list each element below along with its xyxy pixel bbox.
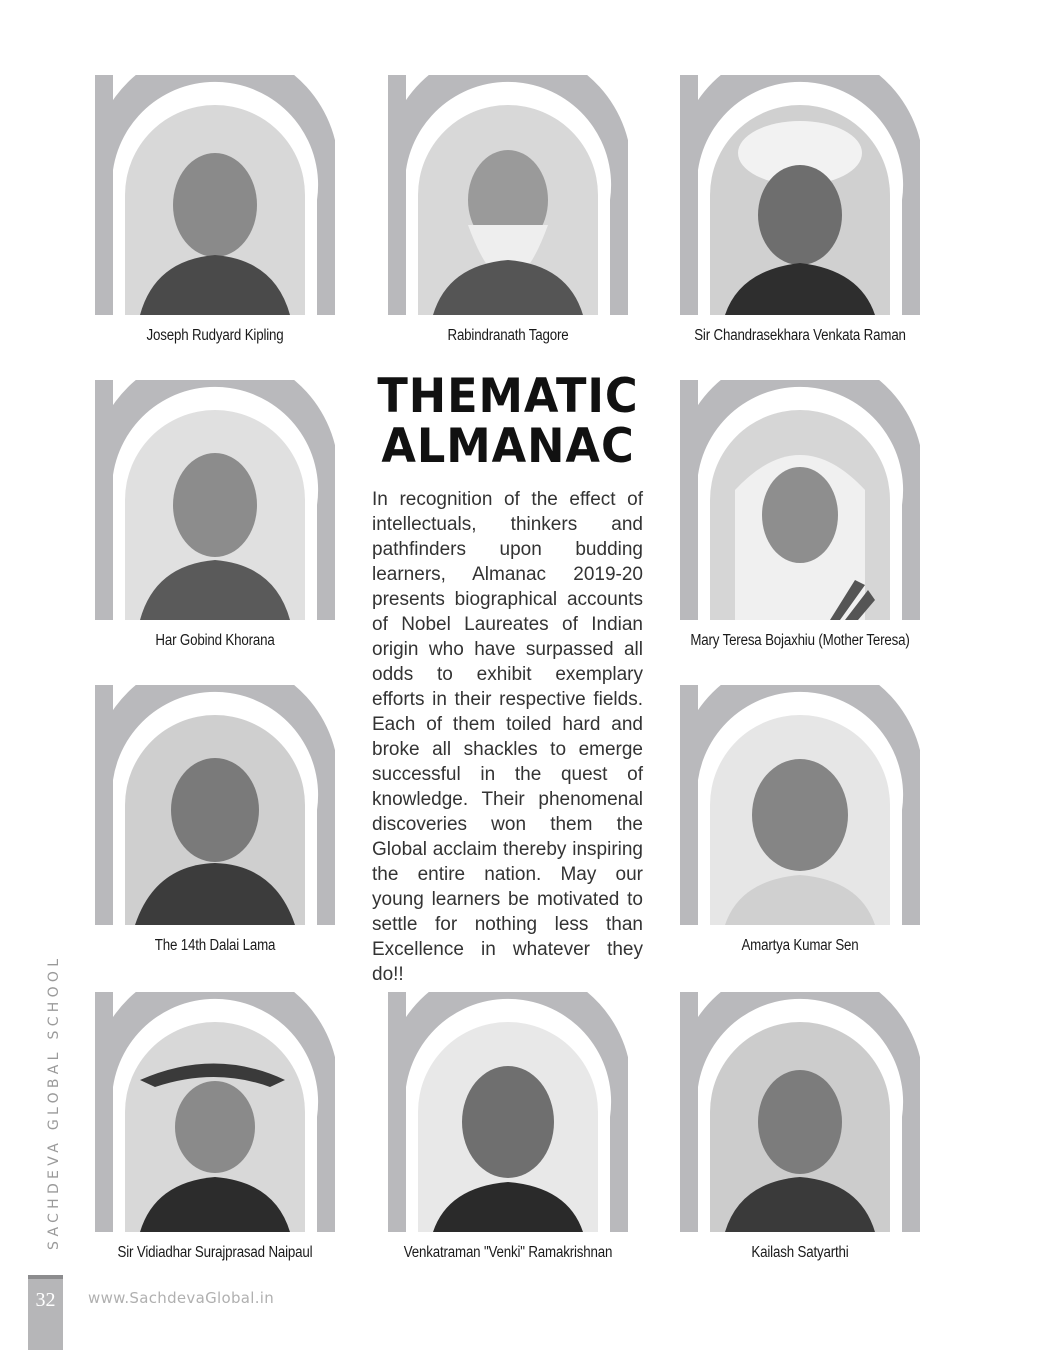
school-name-vertical: SACHDEVA GLOBAL SCHOOL xyxy=(46,954,62,1250)
laureate-card xyxy=(680,992,920,1261)
laureate-card xyxy=(95,75,335,344)
laureate-name: Mary Teresa Bojaxhiu (Mother Teresa) xyxy=(690,632,910,649)
portrait-arch xyxy=(680,992,920,1237)
page-bar-accent xyxy=(28,1275,63,1279)
portrait-arch xyxy=(680,685,920,930)
laureate-card xyxy=(680,380,920,649)
intro-paragraph: In recognition of the effect of intellectuals, thinkers and pathfinders upon budding learners, Almanac 2019-20 presents biographical accounts of Nobel Laureates of Indian origin who have surpassed all odds to exhibit exemplary efforts in their respective fields. Each of them toiled hard and broke all shackles to emerge successful in the quest of knowledge. Their phenomenal discoveries won them the Global acclaim thereby inspiring the entire nation. May our young learners be motivated to settle for nothing less than Excellence in whatever they do!! xyxy=(372,489,643,985)
page-number: 32 xyxy=(35,1289,56,1311)
portrait-arch xyxy=(95,685,335,930)
laureate-name: Sir Vidiadhar Surajprasad Naipaul xyxy=(117,1244,313,1261)
title-line-2: ALMANAC xyxy=(381,419,635,474)
page-title xyxy=(373,369,643,474)
laureate-card xyxy=(680,685,920,954)
laureate-name: Rabindranath Tagore xyxy=(447,327,569,344)
portrait-arch xyxy=(388,992,628,1237)
portrait-arch xyxy=(95,75,335,320)
laureate-name: Venkatraman "Venki" Ramakrishnan xyxy=(403,1244,613,1261)
portrait-arch xyxy=(388,75,628,320)
laureate-name: The 14th Dalai Lama xyxy=(154,937,276,954)
laureate-card xyxy=(95,992,335,1261)
portrait-arch xyxy=(680,75,920,320)
title-line-1: THEMATIC xyxy=(377,369,639,424)
laureate-name: Kailash Satyarthi xyxy=(751,1244,849,1261)
website-url: www.SachdevaGlobal.in xyxy=(88,1289,275,1307)
laureate-card xyxy=(95,380,335,649)
laureate-name: Sir Chandrasekhara Venkata Raman xyxy=(694,327,906,344)
laureate-name: Har Gobind Khorana xyxy=(155,632,275,649)
portrait-arch xyxy=(95,992,335,1237)
portrait-arch xyxy=(680,380,920,625)
laureate-name: Joseph Rudyard Kipling xyxy=(146,327,284,344)
laureate-card xyxy=(95,685,335,954)
laureate-card xyxy=(388,75,628,344)
laureate-card xyxy=(680,75,920,344)
laureate-name: Amartya Kumar Sen xyxy=(741,937,859,954)
laureate-card xyxy=(388,992,628,1261)
page-number-bar xyxy=(28,1275,63,1350)
portrait-arch xyxy=(95,380,335,625)
